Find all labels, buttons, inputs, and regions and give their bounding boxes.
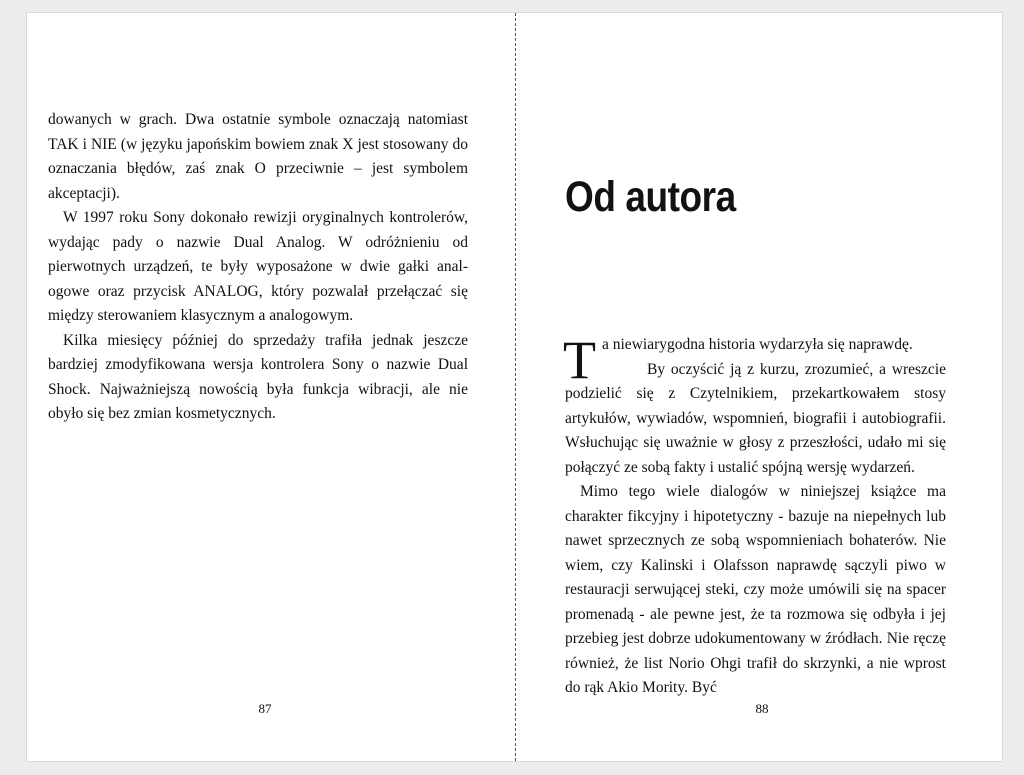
left-paragraph-1: dowanych w grach. Dwa ostatnie symbole oznaczają natomiast TAK i NIE (w języku japońskim bowiem znak X jest stosowany do oznaczania błędów, zaś znak O przeciwnie – jest symbolem akceptacji). [48, 111, 468, 202]
right-paragraph-1-rest: By oczyścić ją z kurzu, zrozumieć, a wreszcie podzielić się z Czytelnikiem, przekartkowałem stosy artykułów, wywiadów, wspomnień, biografii i autobiografii. Wsłuchując się uważnie w głosy z przeszłości, udało mi się połączyć ze sobą fakty i ustalić spójną wersję wydarzeń. [565, 360, 946, 476]
page-number-right: 88 [755, 701, 769, 716]
left-paragraph-2: W 1997 roku Sony dokonało rewizji oryginalnych kontrolerów, wydając pady o nazwie Dual Analog. W odróżnieniu od pierwotnych urządzeń, te były wyposażone w dwie gałki analogowe oraz przycisk ANALOG, który pozwalał przełączać się między sterowaniem klasycznym a analogowym. [48, 209, 468, 324]
left-page-body [48, 108, 468, 427]
drop-cap: T [563, 330, 596, 390]
opening-line: a niewiarygodna historia wydarzyła się naprawdę. [602, 336, 913, 353]
page-number-left: 87 [258, 701, 272, 716]
left-paragraph-3: Kilka miesięcy później do sprzedaży trafiła jednak jeszcze bardziej zmodyfikowana wersja kontrolera Sony o nazwie Dual Shock. Najważniejszą nowością była funkcja wibracji, ale nie obyło się bez zmian kosmetycznych. [48, 331, 468, 422]
right-page [516, 13, 1004, 761]
right-page-body [563, 330, 946, 701]
left-page [27, 13, 515, 761]
chapter-title: Od autora [565, 173, 736, 221]
book-spread [26, 12, 1003, 762]
right-paragraph-2: Mimo tego wiele dialogów w niniejszej książce ma charakter fikcyjny i hipotetyczny - bazuje na niepełnych lub nawet sprzecznych ze sobą wspomnieniach bohaterów. Nie wiem, czy Kalinski i Olafsson naprawdę sączyli piwo w restauracji serwującej steki, czy może umówili się na spacer promenadą - ale pewne jest, że ta rozmowa się odbyła i jej przebieg jest dobrze udokumentowany w źródłach. Nie ręczę również, że list Norio Ohgi trafił do skrzynki, a nie wprost do rąk Akio Mority. Być [565, 483, 946, 696]
right-paragraph-1 [563, 330, 946, 480]
